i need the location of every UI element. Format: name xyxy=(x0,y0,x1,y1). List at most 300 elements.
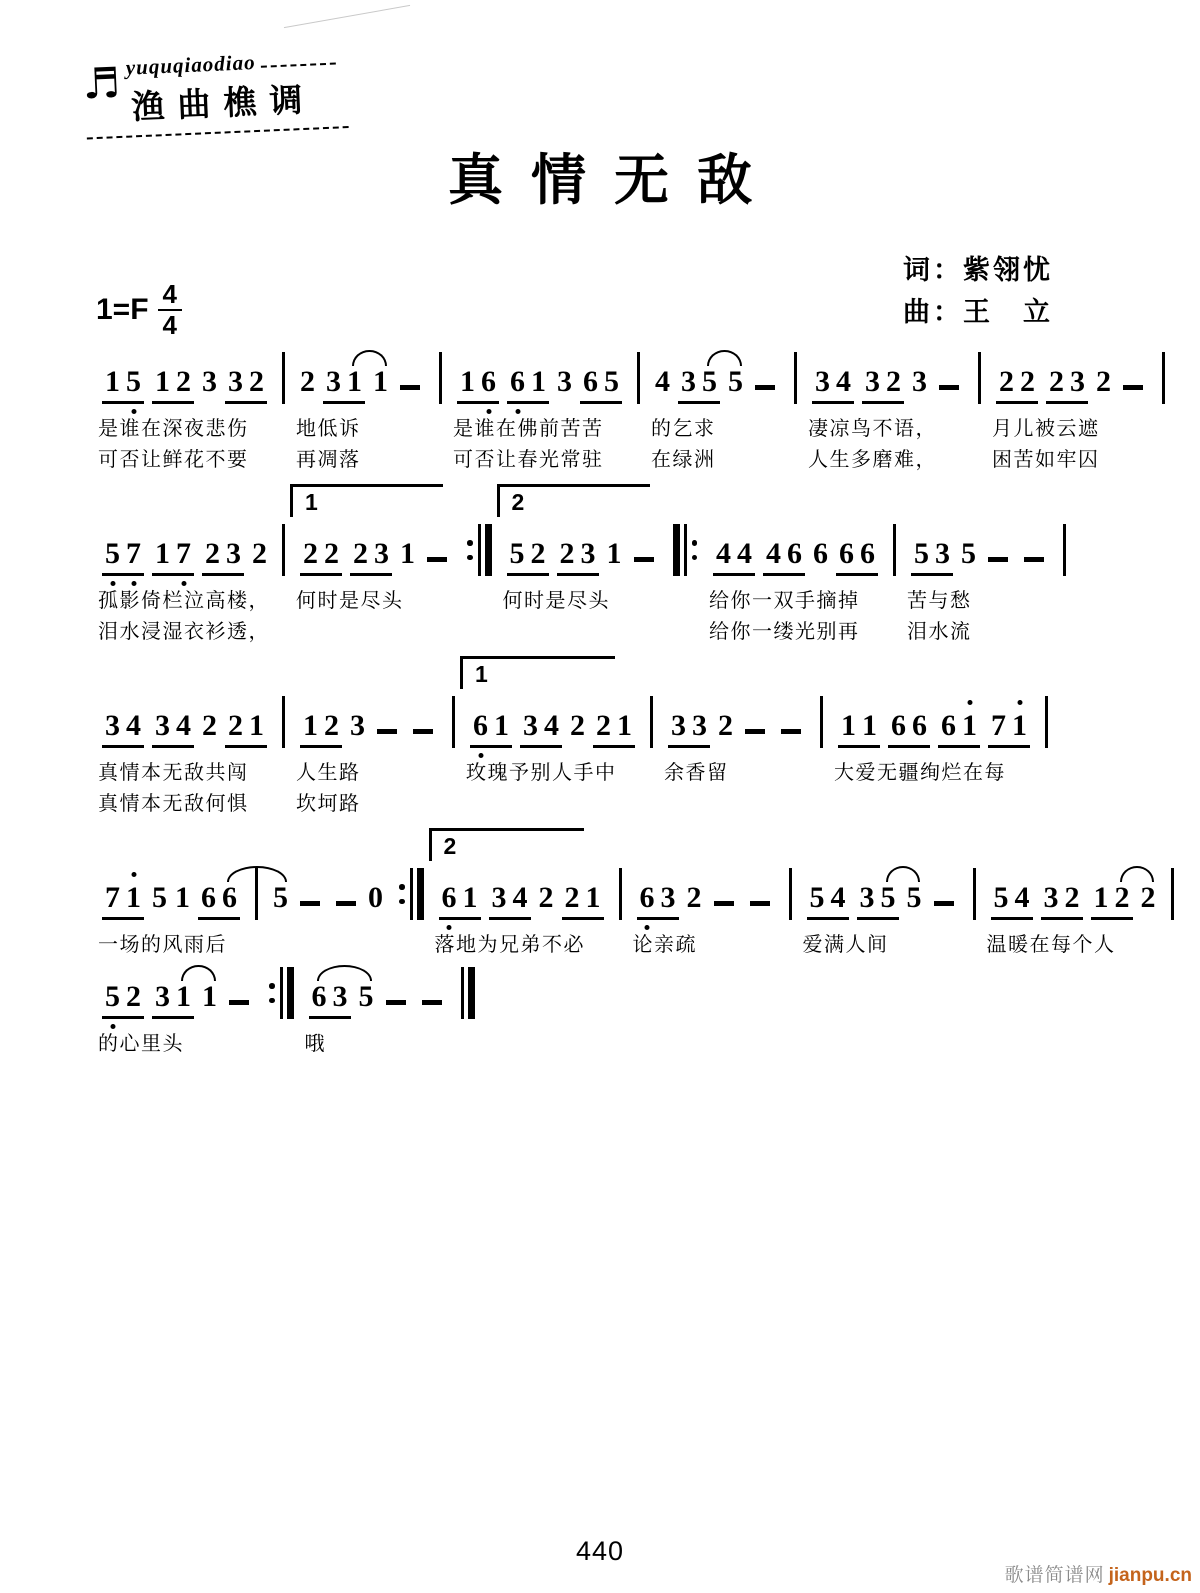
repeat-dot xyxy=(399,884,405,890)
note-digit xyxy=(841,711,856,745)
digit-glyph: 1 xyxy=(606,537,622,570)
digit-glyph: 2 xyxy=(249,365,264,398)
volta-number: 2 xyxy=(511,489,525,515)
note-digit xyxy=(202,982,217,1019)
underline-group xyxy=(580,367,622,404)
digit-glyph: 2 xyxy=(564,881,580,914)
digit-glyph: 1 xyxy=(176,980,191,1013)
underline-group xyxy=(507,539,549,576)
note-digit xyxy=(810,883,825,917)
note-digit xyxy=(353,539,368,573)
digit-glyph: 3 xyxy=(859,881,875,914)
bar-thin xyxy=(973,868,976,920)
note-digit xyxy=(205,539,220,573)
music-measure xyxy=(98,696,271,816)
note-digit xyxy=(400,539,415,576)
lyrics-row: 坎坷路 xyxy=(296,793,361,815)
underline-group xyxy=(938,711,980,748)
digit-glyph: 5 xyxy=(509,537,525,570)
notes-row xyxy=(98,524,271,576)
digit-glyph: 1 xyxy=(249,709,264,742)
underline-group xyxy=(300,539,342,576)
bar-thin xyxy=(478,524,481,576)
key-label: 1=F xyxy=(96,292,149,326)
digit-glyph: 2 xyxy=(324,537,339,570)
lyrics-row: 真情本无敌共闯 xyxy=(98,762,249,784)
note-digit xyxy=(766,539,781,573)
digit-glyph: 6 xyxy=(583,365,598,398)
underline-group xyxy=(557,539,599,576)
digit-glyph: 6 xyxy=(787,537,802,570)
note-digit xyxy=(473,711,488,745)
note-digit xyxy=(523,711,538,745)
note-digit xyxy=(583,367,598,401)
note-digit xyxy=(1115,883,1130,917)
digit-glyph: 6 xyxy=(912,709,927,742)
digit-glyph: 4 xyxy=(512,881,528,914)
bar-thin xyxy=(1045,696,1048,748)
underline-group xyxy=(678,367,720,404)
music-measure xyxy=(269,868,387,920)
digit-glyph: 1 xyxy=(1012,709,1027,742)
digit-glyph: 7 xyxy=(176,537,191,570)
note-digit xyxy=(544,711,559,745)
digit-glyph: 2 xyxy=(228,709,243,742)
underline-group xyxy=(520,711,562,748)
music-measure xyxy=(453,352,626,472)
bar-thin xyxy=(637,352,640,404)
lyrics-row: 大爱无疆绚烂在每 xyxy=(834,762,1006,784)
note-digit xyxy=(176,711,191,745)
note-digit xyxy=(176,367,191,401)
digit-glyph: 2 xyxy=(1140,881,1156,914)
note-digit xyxy=(155,982,170,1016)
digit-glyph: 2 xyxy=(252,537,267,570)
lyrics-row: 地低诉 xyxy=(296,418,361,440)
digit-glyph: 1 xyxy=(617,709,632,742)
dash-note xyxy=(229,1000,249,1005)
lyrics-row: 可否让春光常驻 xyxy=(453,449,604,471)
lyrics-row: 何时是尽头 xyxy=(502,590,610,612)
note-digit xyxy=(912,367,927,404)
barline xyxy=(971,868,978,920)
note-digit xyxy=(228,367,243,401)
underline-group xyxy=(862,367,904,404)
note-digit xyxy=(105,711,120,745)
bar-thin xyxy=(684,524,687,576)
note-digit xyxy=(912,711,927,745)
octave-dot-low xyxy=(486,409,491,414)
volta-number: 1 xyxy=(305,489,318,515)
lyrics-row: 孤影倚栏泣高楼， xyxy=(98,590,270,612)
dash-note xyxy=(336,901,356,906)
page-number: 440 xyxy=(575,1536,625,1566)
note-digit xyxy=(994,883,1009,917)
music-measure xyxy=(434,833,608,957)
digit-glyph: 0 xyxy=(368,881,383,914)
bar-thin xyxy=(282,696,285,748)
note-digit xyxy=(991,711,1006,745)
music-measure xyxy=(808,352,967,472)
dash-note xyxy=(750,901,770,906)
underline-group xyxy=(991,883,1033,920)
note-digit xyxy=(300,367,315,404)
digit-glyph: 3 xyxy=(681,365,696,398)
note-digit xyxy=(1020,367,1035,401)
composer-credit: 曲：王 立 xyxy=(903,296,1053,327)
notes-row xyxy=(709,524,882,576)
barline xyxy=(1061,524,1068,576)
digit-glyph: 6 xyxy=(473,709,488,742)
barline xyxy=(635,352,642,404)
lyrics-row: 爱满人间 xyxy=(802,934,889,956)
note-digit xyxy=(155,711,170,745)
note-digit xyxy=(326,367,341,401)
digit-glyph: 2 xyxy=(718,709,733,742)
volta-bracket xyxy=(460,656,615,689)
note-digit xyxy=(359,982,374,1019)
notes-row xyxy=(834,696,1034,748)
note-digit xyxy=(1012,711,1027,745)
digit-glyph: 1 xyxy=(347,365,362,398)
music-measure xyxy=(834,696,1034,785)
volta-bracket xyxy=(497,484,650,517)
bar-thick xyxy=(673,524,680,576)
repeat-dot xyxy=(467,555,473,561)
octave-dot-low xyxy=(478,753,483,758)
volta-number: 2 xyxy=(443,833,457,859)
underline-group xyxy=(507,367,549,404)
note-digit xyxy=(702,367,717,401)
barline xyxy=(792,352,799,404)
note-digit xyxy=(249,367,264,401)
note-digit xyxy=(333,982,348,1016)
digit-glyph: 3 xyxy=(865,365,880,398)
music-measure xyxy=(466,661,639,785)
digit-glyph: 2 xyxy=(353,537,368,570)
digit-glyph: 5 xyxy=(702,365,717,398)
note-digit xyxy=(586,883,601,917)
digit-glyph: 3 xyxy=(332,980,348,1013)
underline-group xyxy=(996,367,1038,404)
time-signature-top: 4 xyxy=(158,280,182,311)
note-digit xyxy=(201,883,216,917)
digit-glyph: 2 xyxy=(126,980,141,1013)
underline-group xyxy=(102,883,144,920)
note-digit xyxy=(460,367,475,401)
notes-row xyxy=(651,352,783,404)
watermark-domain: jianpu.cn xyxy=(1108,1565,1192,1586)
note-digit xyxy=(228,711,243,745)
underline-group xyxy=(857,883,899,920)
digit-glyph: 3 xyxy=(692,709,707,742)
underline-group xyxy=(152,367,194,404)
digit-glyph: 2 xyxy=(1049,365,1064,398)
barline xyxy=(891,524,898,576)
note-digit xyxy=(105,883,120,917)
underline-group xyxy=(102,982,144,1019)
publisher-logo xyxy=(83,47,338,140)
lyrics-row: 可否让鲜花不要 xyxy=(98,449,249,471)
bar-thin xyxy=(794,352,797,404)
end-repeat-barline xyxy=(396,868,426,920)
digit-glyph: 4 xyxy=(766,537,781,570)
lyrics-row: 温暖在每个人 xyxy=(986,934,1116,956)
digit-glyph: 3 xyxy=(326,365,341,398)
note-digit xyxy=(222,883,237,917)
digit-glyph: 4 xyxy=(126,709,141,742)
underline-group xyxy=(152,711,194,748)
digit-glyph: 2 xyxy=(999,365,1014,398)
note-digit xyxy=(865,367,880,401)
music-line xyxy=(96,352,1156,472)
digit-glyph: 2 xyxy=(596,709,611,742)
underline-group xyxy=(457,367,499,404)
lyrics-row: 人生多磨难， xyxy=(808,449,937,471)
note-digit xyxy=(1049,367,1064,401)
octave-dot-high xyxy=(967,700,972,705)
repeat-dots xyxy=(269,967,275,1019)
note-digit xyxy=(914,539,929,573)
digit-glyph: 5 xyxy=(105,980,120,1013)
note-digit xyxy=(728,367,743,404)
note-digit xyxy=(176,982,191,1016)
note-digit xyxy=(126,883,141,917)
note-digit xyxy=(252,539,267,576)
dash-note xyxy=(781,729,801,734)
logo-dashed-line xyxy=(261,63,336,68)
note-digit xyxy=(891,711,906,745)
digit-glyph: 2 xyxy=(686,881,702,914)
digit-glyph: 3 xyxy=(105,709,120,742)
digit-glyph: 3 xyxy=(912,365,927,398)
note-digit xyxy=(105,367,120,401)
digit-glyph: 3 xyxy=(374,537,389,570)
note-digit xyxy=(531,539,546,573)
note-digit xyxy=(324,711,339,745)
bar-thin xyxy=(410,868,413,920)
bar-thin xyxy=(619,868,622,920)
note-digit xyxy=(655,367,670,404)
watermark-site-name: 歌谱简谱网 xyxy=(1004,1565,1105,1586)
digit-glyph: 6 xyxy=(222,881,237,914)
music-measure xyxy=(296,696,441,816)
underline-group xyxy=(1091,883,1133,920)
digit-glyph: 7 xyxy=(126,537,141,570)
digit-glyph: 1 xyxy=(155,537,170,570)
digit-glyph: 6 xyxy=(813,537,828,570)
digit-glyph: 2 xyxy=(559,537,575,570)
lyrics-row: 真情本无敌何惧 xyxy=(98,793,249,815)
note-digit xyxy=(860,539,875,573)
digit-glyph: 7 xyxy=(105,881,120,914)
lyrics-row: 落地为兄弟不必 xyxy=(434,934,585,956)
repeat-dot xyxy=(692,555,698,561)
notes-row xyxy=(98,696,271,748)
octave-dot-low xyxy=(181,581,186,586)
music-line xyxy=(96,482,1156,644)
digit-glyph: 7 xyxy=(991,709,1006,742)
lyrics-row: 再凋落 xyxy=(296,449,361,471)
note-digit xyxy=(1044,883,1059,917)
digit-glyph: 3 xyxy=(815,365,830,398)
dash-note xyxy=(413,729,433,734)
barline xyxy=(787,868,794,920)
barline xyxy=(1169,868,1176,920)
end-repeat-barline xyxy=(464,524,494,576)
note-digit xyxy=(941,711,956,745)
bar-thin xyxy=(789,868,792,920)
note-digit xyxy=(1070,367,1085,401)
bar-thick xyxy=(287,967,294,1019)
music-line xyxy=(96,826,1156,957)
note-digit xyxy=(661,883,676,917)
note-digit xyxy=(687,883,702,920)
digit-glyph: 1 xyxy=(862,709,877,742)
note-digit xyxy=(249,711,264,745)
end-repeat-barline xyxy=(266,967,296,1019)
digit-glyph: 2 xyxy=(303,537,318,570)
digit-glyph: 6 xyxy=(860,537,875,570)
note-digit xyxy=(442,883,457,917)
music-line xyxy=(96,654,1156,816)
digit-glyph: 1 xyxy=(105,365,120,398)
note-digit xyxy=(1096,367,1111,404)
logo-name: 渔曲樵调 xyxy=(130,82,317,127)
music-notes-icon: ♬ xyxy=(81,57,122,109)
dash-note xyxy=(400,385,420,390)
underline-group xyxy=(836,539,878,576)
barline xyxy=(648,696,655,748)
notation-area xyxy=(96,352,1156,1066)
digit-glyph: 3 xyxy=(557,365,572,398)
octave-dot-low xyxy=(447,925,452,930)
digit-glyph: 5 xyxy=(358,980,374,1013)
music-line xyxy=(96,967,1156,1056)
song-title: 真情无敌 xyxy=(447,150,780,211)
bar-thick xyxy=(468,967,475,1019)
note-digit xyxy=(860,883,875,917)
note-digit xyxy=(374,539,389,573)
underline-group xyxy=(812,367,854,404)
dash-note xyxy=(427,557,447,562)
lyrics-row: 在绿洲 xyxy=(651,449,716,471)
digit-glyph: 2 xyxy=(202,709,217,742)
underline-group xyxy=(323,367,365,404)
dash-note xyxy=(300,901,320,906)
digit-glyph: 3 xyxy=(202,365,217,398)
dash-note xyxy=(634,557,654,562)
underline-group xyxy=(1046,367,1088,404)
digit-glyph: 2 xyxy=(1020,365,1035,398)
octave-dot-low xyxy=(131,581,136,586)
dash-note xyxy=(755,385,775,390)
digit-glyph: 5 xyxy=(993,881,1009,914)
note-digit xyxy=(155,539,170,573)
note-digit xyxy=(492,883,507,917)
digit-glyph: 5 xyxy=(880,881,896,914)
notes-row xyxy=(98,868,244,920)
underline-group xyxy=(470,711,512,748)
octave-dot-low xyxy=(645,925,650,930)
underline-group xyxy=(888,711,930,748)
digit-glyph: 1 xyxy=(126,881,141,914)
rest-note xyxy=(368,883,383,920)
note-digit xyxy=(513,883,528,917)
note-digit xyxy=(273,883,288,920)
note-digit xyxy=(105,982,120,1016)
note-digit xyxy=(836,367,851,401)
note-digit xyxy=(226,539,241,573)
note-digit xyxy=(787,539,802,573)
digit-glyph: 1 xyxy=(841,709,856,742)
dash-note xyxy=(1123,385,1143,390)
music-measure xyxy=(664,696,809,785)
music-measure xyxy=(987,868,1160,957)
bar-thin xyxy=(280,967,283,1019)
digit-glyph: 2 xyxy=(530,537,546,570)
digit-glyph: 5 xyxy=(105,537,120,570)
note-digit xyxy=(155,367,170,401)
octave-dot-high xyxy=(131,872,136,877)
underline-group xyxy=(152,539,194,576)
note-digit xyxy=(862,711,877,745)
digit-glyph: 1 xyxy=(494,709,509,742)
underline-group xyxy=(225,711,267,748)
digit-glyph: 6 xyxy=(839,537,854,570)
volta-bracket xyxy=(290,484,443,517)
digit-glyph: 3 xyxy=(228,365,243,398)
bar-thin xyxy=(1171,868,1174,920)
lyricist-credit: 词：紫翎忧 xyxy=(903,255,1053,285)
note-digit xyxy=(581,539,596,573)
music-measure xyxy=(633,868,778,957)
bar-thin xyxy=(255,868,258,920)
digit-glyph: 2 xyxy=(176,365,191,398)
digit-glyph: 4 xyxy=(830,881,846,914)
notes-row xyxy=(987,868,1160,920)
digit-glyph: 5 xyxy=(961,537,976,570)
dash-note xyxy=(422,1000,442,1005)
octave-dot-low xyxy=(515,409,520,414)
final-barline xyxy=(459,967,477,1019)
note-digit xyxy=(596,711,611,745)
digit-glyph: 3 xyxy=(226,537,241,570)
note-digit xyxy=(176,539,191,573)
watermark xyxy=(1005,1560,1192,1587)
note-digit xyxy=(539,883,554,920)
underline-group xyxy=(838,711,880,748)
bar-thick xyxy=(417,868,424,920)
note-digit xyxy=(570,711,585,748)
note-digit xyxy=(126,367,141,401)
dash-note xyxy=(377,729,397,734)
notes-row xyxy=(633,868,778,920)
digit-glyph: 1 xyxy=(202,980,217,1013)
lyrics-row: 玫瑰予别人手中 xyxy=(466,762,617,784)
music-measure xyxy=(305,967,450,1056)
underline-group xyxy=(593,711,635,748)
digit-glyph: 2 xyxy=(1114,881,1130,914)
digit-glyph: 5 xyxy=(604,365,619,398)
octave-dot-low xyxy=(110,581,115,586)
digit-glyph: 6 xyxy=(441,881,457,914)
barline xyxy=(280,524,287,576)
underline-group xyxy=(439,883,481,920)
music-measure xyxy=(296,489,455,613)
underline-group xyxy=(198,883,240,920)
notes-row xyxy=(269,868,387,920)
